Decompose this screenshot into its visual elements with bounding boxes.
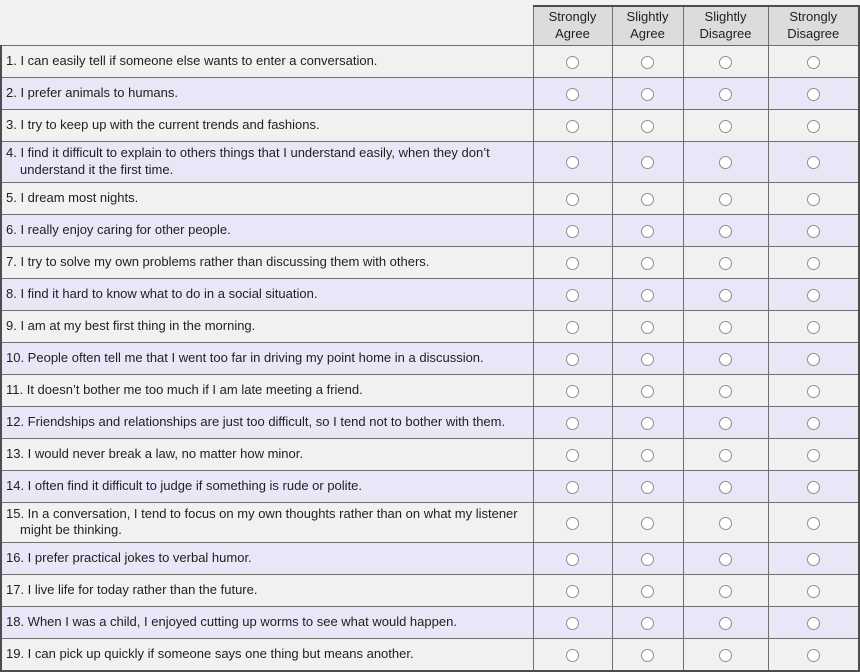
radio-strongly-agree[interactable] bbox=[566, 449, 579, 462]
option-cell bbox=[768, 607, 859, 639]
option-cell bbox=[533, 141, 612, 182]
option-cell bbox=[612, 607, 683, 639]
radio-strongly-agree[interactable] bbox=[566, 553, 579, 566]
radio-strongly-agree[interactable] bbox=[566, 417, 579, 430]
statement-cell bbox=[1, 406, 533, 438]
option-cell bbox=[533, 575, 612, 607]
option-cell bbox=[533, 278, 612, 310]
option-cell bbox=[768, 214, 859, 246]
option-cell bbox=[768, 310, 859, 342]
radio-slightly-disagree[interactable] bbox=[719, 385, 732, 398]
question-row bbox=[1, 470, 859, 502]
radio-slightly-agree[interactable] bbox=[641, 517, 654, 530]
question-row bbox=[1, 45, 859, 77]
statement-text: 5. I dream most nights. bbox=[6, 189, 139, 205]
radio-strongly-agree[interactable] bbox=[566, 481, 579, 494]
radio-slightly-disagree[interactable] bbox=[719, 88, 732, 101]
radio-strongly-agree[interactable] bbox=[566, 649, 579, 662]
option-cell bbox=[683, 141, 768, 182]
radio-slightly-disagree[interactable] bbox=[719, 585, 732, 598]
radio-strongly-disagree[interactable] bbox=[807, 385, 820, 398]
option-cell bbox=[612, 342, 683, 374]
radio-slightly-disagree[interactable] bbox=[719, 517, 732, 530]
option-cell bbox=[683, 109, 768, 141]
option-cell bbox=[768, 141, 859, 182]
option-cell bbox=[683, 607, 768, 639]
radio-strongly-agree[interactable] bbox=[566, 617, 579, 630]
header-row bbox=[1, 6, 859, 45]
radio-strongly-disagree[interactable] bbox=[807, 353, 820, 366]
radio-slightly-disagree[interactable] bbox=[719, 617, 732, 630]
option-cell bbox=[683, 310, 768, 342]
radio-slightly-disagree[interactable] bbox=[719, 56, 732, 69]
option-cell bbox=[612, 502, 683, 543]
statement-text: 12. Friendships and relationships are just too difficult, so I tend not to bother with them. bbox=[6, 413, 506, 429]
radio-slightly-agree[interactable] bbox=[641, 156, 654, 169]
radio-strongly-agree[interactable] bbox=[566, 225, 579, 238]
radio-strongly-disagree[interactable] bbox=[807, 585, 820, 598]
option-cell bbox=[533, 77, 612, 109]
statement-text: 7. I try to solve my own problems rather than discussing them with others. bbox=[6, 253, 430, 269]
option-cell bbox=[612, 470, 683, 502]
option-cell bbox=[533, 182, 612, 214]
radio-slightly-disagree[interactable] bbox=[719, 193, 732, 206]
radio-strongly-agree[interactable] bbox=[566, 156, 579, 169]
option-cell bbox=[612, 374, 683, 406]
question-row bbox=[1, 502, 859, 543]
radio-strongly-agree[interactable] bbox=[566, 193, 579, 206]
option-cell bbox=[768, 246, 859, 278]
option-cell bbox=[768, 109, 859, 141]
option-cell bbox=[683, 438, 768, 470]
radio-slightly-agree[interactable] bbox=[641, 56, 654, 69]
statement-cell bbox=[1, 45, 533, 77]
option-cell bbox=[683, 543, 768, 575]
radio-slightly-disagree[interactable] bbox=[719, 449, 732, 462]
radio-slightly-agree[interactable] bbox=[641, 193, 654, 206]
statement-cell bbox=[1, 575, 533, 607]
statement-text: 4. I find it difficult to explain to others things that I understand easily, when they don’t understand it the first time. bbox=[6, 144, 490, 177]
radio-slightly-disagree[interactable] bbox=[719, 321, 732, 334]
question-row bbox=[1, 109, 859, 141]
radio-slightly-disagree[interactable] bbox=[719, 353, 732, 366]
radio-strongly-disagree[interactable] bbox=[807, 56, 820, 69]
likert-questionnaire-table bbox=[0, 5, 860, 672]
option-cell bbox=[533, 310, 612, 342]
statement-cell bbox=[1, 182, 533, 214]
option-cell bbox=[683, 406, 768, 438]
option-cell bbox=[612, 45, 683, 77]
corner-cell bbox=[1, 6, 533, 45]
option-cell bbox=[768, 438, 859, 470]
option-cell bbox=[612, 406, 683, 438]
option-cell bbox=[768, 502, 859, 543]
statement-cell bbox=[1, 278, 533, 310]
statement-text: 18. When I was a child, I enjoyed cutting up worms to see what would happen. bbox=[6, 614, 457, 630]
radio-strongly-disagree[interactable] bbox=[807, 156, 820, 169]
radio-slightly-disagree[interactable] bbox=[719, 649, 732, 662]
question-row bbox=[1, 607, 859, 639]
radio-slightly-agree[interactable] bbox=[641, 449, 654, 462]
option-cell bbox=[683, 639, 768, 672]
question-row bbox=[1, 374, 859, 406]
option-cell bbox=[533, 543, 612, 575]
option-cell bbox=[683, 246, 768, 278]
radio-strongly-disagree[interactable] bbox=[807, 321, 820, 334]
statement-cell bbox=[1, 543, 533, 575]
option-cell bbox=[533, 502, 612, 543]
radio-strongly-disagree[interactable] bbox=[807, 225, 820, 238]
radio-strongly-disagree[interactable] bbox=[807, 289, 820, 302]
radio-slightly-disagree[interactable] bbox=[719, 120, 732, 133]
statement-cell bbox=[1, 438, 533, 470]
statement-cell bbox=[1, 502, 533, 543]
statement-text: 19. I can pick up quickly if someone says one thing but means another. bbox=[6, 646, 414, 662]
option-cell bbox=[683, 342, 768, 374]
question-row bbox=[1, 77, 859, 109]
option-cell bbox=[612, 310, 683, 342]
option-cell bbox=[768, 77, 859, 109]
statement-cell bbox=[1, 607, 533, 639]
statement-text: 14. I often find it difficult to judge if something is rude or polite. bbox=[6, 477, 363, 493]
radio-slightly-disagree[interactable] bbox=[719, 156, 732, 169]
radio-slightly-agree[interactable] bbox=[641, 289, 654, 302]
radio-strongly-disagree[interactable] bbox=[807, 449, 820, 462]
radio-strongly-disagree[interactable] bbox=[807, 193, 820, 206]
statement-text: 17. I live life for today rather than the future. bbox=[6, 582, 258, 598]
option-cell bbox=[768, 406, 859, 438]
option-cell bbox=[612, 77, 683, 109]
statement-cell bbox=[1, 77, 533, 109]
option-cell bbox=[612, 214, 683, 246]
option-cell bbox=[612, 438, 683, 470]
question-row bbox=[1, 438, 859, 470]
option-cell bbox=[533, 438, 612, 470]
question-row bbox=[1, 575, 859, 607]
option-cell bbox=[683, 278, 768, 310]
radio-slightly-agree[interactable] bbox=[641, 257, 654, 270]
radio-slightly-disagree[interactable] bbox=[719, 257, 732, 270]
statement-text: 8. I find it hard to know what to do in a social situation. bbox=[6, 285, 318, 301]
radio-slightly-disagree[interactable] bbox=[719, 289, 732, 302]
radio-slightly-agree[interactable] bbox=[641, 225, 654, 238]
statement-cell bbox=[1, 310, 533, 342]
radio-strongly-agree[interactable] bbox=[566, 321, 579, 334]
statement-cell bbox=[1, 639, 533, 672]
radio-strongly-agree[interactable] bbox=[566, 56, 579, 69]
radio-strongly-disagree[interactable] bbox=[807, 517, 820, 530]
option-cell bbox=[533, 214, 612, 246]
radio-slightly-agree[interactable] bbox=[641, 88, 654, 101]
statement-cell bbox=[1, 141, 533, 182]
radio-strongly-agree[interactable] bbox=[566, 88, 579, 101]
option-cell bbox=[533, 246, 612, 278]
statement-text: 1. I can easily tell if someone else wants to enter a conversation. bbox=[6, 52, 378, 68]
radio-strongly-agree[interactable] bbox=[566, 385, 579, 398]
option-cell bbox=[683, 502, 768, 543]
option-cell bbox=[612, 575, 683, 607]
radio-strongly-disagree[interactable] bbox=[807, 257, 820, 270]
radio-strongly-agree[interactable] bbox=[566, 257, 579, 270]
option-cell bbox=[768, 278, 859, 310]
statement-cell bbox=[1, 246, 533, 278]
column-header-slightly-disagree: Slightly Disagree bbox=[683, 6, 768, 45]
option-cell bbox=[533, 470, 612, 502]
radio-strongly-disagree[interactable] bbox=[807, 617, 820, 630]
option-cell bbox=[612, 639, 683, 672]
radio-slightly-disagree[interactable] bbox=[719, 481, 732, 494]
radio-strongly-agree[interactable] bbox=[566, 289, 579, 302]
option-cell bbox=[768, 575, 859, 607]
column-header-strongly-disagree: Strongly Disagree bbox=[768, 6, 859, 45]
radio-slightly-disagree[interactable] bbox=[719, 553, 732, 566]
option-cell bbox=[683, 45, 768, 77]
radio-strongly-disagree[interactable] bbox=[807, 553, 820, 566]
option-cell bbox=[533, 406, 612, 438]
statement-text: 6. I really enjoy caring for other people. bbox=[6, 221, 231, 237]
statement-cell bbox=[1, 470, 533, 502]
question-row bbox=[1, 246, 859, 278]
radio-strongly-agree[interactable] bbox=[566, 353, 579, 366]
radio-strongly-disagree[interactable] bbox=[807, 481, 820, 494]
question-row bbox=[1, 141, 859, 182]
option-cell bbox=[533, 374, 612, 406]
option-cell bbox=[768, 639, 859, 672]
statement-cell bbox=[1, 342, 533, 374]
option-cell bbox=[533, 109, 612, 141]
statement-cell bbox=[1, 374, 533, 406]
statement-text: 15. In a conversation, I tend to focus on my own thoughts rather than on what my listener might be thinking. bbox=[6, 505, 518, 538]
radio-strongly-disagree[interactable] bbox=[807, 649, 820, 662]
radio-strongly-disagree[interactable] bbox=[807, 120, 820, 133]
option-cell bbox=[533, 639, 612, 672]
statement-text: 9. I am at my best first thing in the morning. bbox=[6, 317, 256, 333]
option-cell bbox=[683, 470, 768, 502]
questions-body bbox=[1, 45, 859, 671]
radio-strongly-disagree[interactable] bbox=[807, 88, 820, 101]
option-cell bbox=[768, 470, 859, 502]
statement-text: 2. I prefer animals to humans. bbox=[6, 84, 178, 100]
radio-strongly-agree[interactable] bbox=[566, 120, 579, 133]
option-cell bbox=[533, 607, 612, 639]
question-row bbox=[1, 543, 859, 575]
radio-slightly-agree[interactable] bbox=[641, 417, 654, 430]
radio-slightly-agree[interactable] bbox=[641, 585, 654, 598]
question-row bbox=[1, 214, 859, 246]
radio-strongly-disagree[interactable] bbox=[807, 417, 820, 430]
column-header-slightly-agree: Slightly Agree bbox=[612, 6, 683, 45]
radio-slightly-agree[interactable] bbox=[641, 321, 654, 334]
question-row bbox=[1, 310, 859, 342]
radio-slightly-agree[interactable] bbox=[641, 120, 654, 133]
question-row bbox=[1, 342, 859, 374]
column-header-strongly-agree: Strongly Agree bbox=[533, 6, 612, 45]
statement-text: 3. I try to keep up with the current trends and fashions. bbox=[6, 116, 320, 132]
option-cell bbox=[683, 374, 768, 406]
radio-slightly-disagree[interactable] bbox=[719, 417, 732, 430]
option-cell bbox=[768, 543, 859, 575]
option-cell bbox=[612, 141, 683, 182]
radio-slightly-agree[interactable] bbox=[641, 353, 654, 366]
option-cell bbox=[768, 374, 859, 406]
option-cell bbox=[683, 214, 768, 246]
question-row bbox=[1, 182, 859, 214]
statement-cell bbox=[1, 214, 533, 246]
option-cell bbox=[768, 182, 859, 214]
option-cell bbox=[683, 575, 768, 607]
option-cell bbox=[612, 278, 683, 310]
radio-strongly-agree[interactable] bbox=[566, 585, 579, 598]
statement-text: 16. I prefer practical jokes to verbal humor. bbox=[6, 550, 252, 566]
statement-text: 10. People often tell me that I went too far in driving my point home in a discussion. bbox=[6, 349, 484, 365]
statement-text: 11. It doesn’t bother me too much if I am late meeting a friend. bbox=[6, 381, 363, 397]
option-cell bbox=[768, 45, 859, 77]
radio-slightly-disagree[interactable] bbox=[719, 225, 732, 238]
option-cell bbox=[612, 109, 683, 141]
option-cell bbox=[533, 45, 612, 77]
radio-slightly-agree[interactable] bbox=[641, 617, 654, 630]
option-cell bbox=[612, 182, 683, 214]
option-cell bbox=[768, 342, 859, 374]
option-cell bbox=[612, 543, 683, 575]
question-row bbox=[1, 278, 859, 310]
option-cell bbox=[533, 342, 612, 374]
radio-slightly-agree[interactable] bbox=[641, 481, 654, 494]
radio-slightly-agree[interactable] bbox=[641, 385, 654, 398]
option-cell bbox=[612, 246, 683, 278]
statement-text: 13. I would never break a law, no matter how minor. bbox=[6, 445, 303, 461]
radio-slightly-agree[interactable] bbox=[641, 553, 654, 566]
question-row bbox=[1, 639, 859, 672]
statement-cell bbox=[1, 109, 533, 141]
option-cell bbox=[683, 77, 768, 109]
radio-strongly-agree[interactable] bbox=[566, 517, 579, 530]
radio-slightly-agree[interactable] bbox=[641, 649, 654, 662]
question-row bbox=[1, 406, 859, 438]
option-cell bbox=[683, 182, 768, 214]
